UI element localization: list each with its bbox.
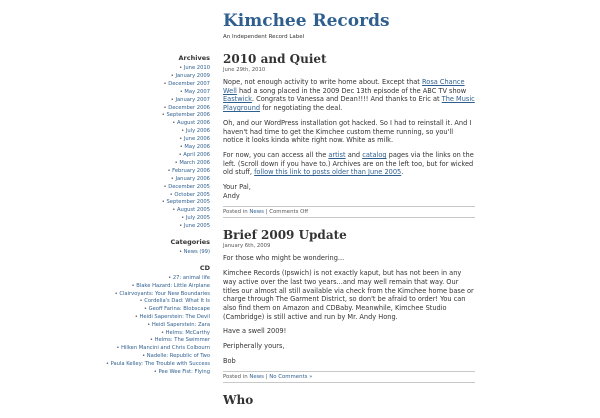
post-title[interactable]: Who (223, 393, 254, 408)
archive-link[interactable]: January 2009 (175, 72, 210, 79)
meta-separator: | (263, 374, 270, 381)
post-paragraph: Bob (223, 356, 236, 365)
archive-link[interactable]: April 2006 (183, 151, 210, 158)
catalog-link[interactable]: catalog (362, 150, 387, 159)
meta-prefix: Posted in (223, 209, 250, 216)
cd-link[interactable]: Pee Wee Fist: Flying (158, 368, 210, 375)
archive-link[interactable]: March 2006 (179, 159, 210, 166)
rosa-chance-well-link[interactable]: Rosa Chance Well (223, 78, 465, 95)
meta-prefix: Posted in (223, 374, 250, 381)
cd-link[interactable]: Geoff Farina: Blobscape (148, 306, 210, 313)
archive-link[interactable]: June 2010 (183, 65, 210, 71)
archive-item[interactable]: • July 2006 (181, 128, 210, 135)
cd-link[interactable]: Helms: McCarthy (165, 329, 210, 336)
cd-item[interactable]: • Helms: McCarthy (160, 329, 210, 336)
cd-item[interactable]: • Clairvoyants: Your New Boundaries (114, 290, 210, 297)
archive-link[interactable]: December 2005 (168, 183, 210, 190)
cd-item[interactable]: • Heidi Saperstein: Zara (147, 321, 210, 328)
post-title[interactable]: Brief 2009 Update (223, 228, 347, 243)
signoff-line: Your Pal, (223, 183, 251, 192)
site-header (223, 10, 390, 40)
cd-item[interactable]: • Cordelia's Dad: What It Is (139, 298, 210, 305)
archive-item[interactable]: • June 2006 (179, 136, 210, 143)
cd-heading: CD (199, 263, 210, 272)
text-span: pages via the links on the left. (Scroll down if you have to.) Archives are on the left too, but for wicked old stuff, (223, 150, 474, 177)
post-paragraph: Peripherally yours, (223, 342, 285, 351)
post-paragraph: Kimchee Records (Ipswich) is not exactly kaput, but has not been in any way active over the last two years...and may well remain that way. Our titles our almost all still available via check from the Kimchee home base or charge through The Garment District, so don't be afraid to order! You can also find them on Amazon and CDBaby. Meanwhile, Kimchee Studio (Cambridge) is still active and run by Mr. Andy Hong. (223, 269, 474, 321)
archive-link[interactable]: August 2006 (176, 120, 210, 127)
archive-link[interactable]: July 2005 (185, 215, 210, 222)
archive-link[interactable]: May 2006 (184, 144, 210, 151)
cd-link[interactable]: 27: animal life (172, 274, 210, 281)
cd-link[interactable]: Heidi Saperstein: Zara (151, 321, 210, 328)
text-span: and (345, 150, 363, 159)
archive-item[interactable]: • September 2005 (161, 199, 210, 206)
archive-link[interactable]: October 2005 (174, 191, 210, 198)
cd-list (96, 275, 210, 376)
category-news-link[interactable]: News (249, 374, 264, 381)
categories-heading: Categories (170, 238, 210, 247)
post-paragraph: Oh, and our WordPress installation got hacked. So I had to reinstall it. And I haven't had time to get the Kimchee custom theme running, so you'll notice it looks kinda white right now. White as milk. (223, 118, 472, 145)
comments-status: Comments Off (269, 209, 309, 216)
archive-item[interactable]: • June 2010 (179, 65, 210, 71)
post (223, 52, 475, 218)
archive-link[interactable]: July 2006 (185, 128, 210, 135)
text-span: . Congrats to Vanessa and Dean!!!! And thanks to Eric at (251, 95, 442, 104)
site-title[interactable]: Kimchee Records (223, 11, 390, 31)
cd-item[interactable]: • Helms: The Swimmer (149, 337, 210, 344)
older-posts-link[interactable]: follow this link to posts older than June 2005 (254, 168, 402, 177)
category-news-link[interactable]: News (249, 209, 264, 216)
post-date: January 6th, 2009 (223, 243, 271, 250)
site-description: An Independent Record Label (223, 34, 305, 40)
archive-item[interactable]: • July 2005 (181, 215, 210, 222)
archive-link[interactable]: June 2005 (183, 223, 210, 230)
archive-link[interactable]: February 2006 (172, 167, 210, 174)
archive-item[interactable]: • March 2006 (174, 159, 210, 166)
archive-link[interactable]: September 2005 (166, 199, 210, 206)
archive-link[interactable]: September 2006 (166, 112, 210, 119)
cd-item[interactable]: • Geoff Farina: Blobscape (143, 306, 210, 313)
category-link[interactable]: News (99) (183, 249, 210, 256)
post-paragraph (223, 78, 475, 113)
cd-item[interactable]: • Hilken Mancini and Chris Colbourn (116, 345, 210, 352)
post (223, 393, 475, 408)
post-meta (223, 206, 475, 218)
archive-item[interactable]: • October 2005 (169, 191, 210, 198)
archive-link[interactable]: January 2006 (175, 175, 210, 182)
post-title[interactable]: 2010 and Quiet (223, 52, 327, 66)
signoff-name: Andy (223, 191, 240, 200)
post-meta (223, 371, 475, 383)
text-span: For now, you can access all the (223, 150, 329, 159)
archive-item[interactable]: • April 2006 (178, 151, 210, 158)
post (223, 228, 475, 383)
post-date: June 29th, 2010 (223, 67, 266, 73)
post-signoff (223, 183, 475, 200)
cd-link[interactable]: Cordelia's Dad: What It Is (144, 298, 210, 305)
text-span: had a song placed in the 2009 Dec 13th episode of the ABC TV show (236, 86, 467, 95)
cd-link[interactable]: Heidi Saperstein: The Devil (139, 313, 210, 320)
cd-item[interactable]: • 27: animal life (168, 274, 210, 281)
archive-item[interactable]: • January 2009 (170, 72, 210, 79)
archive-item[interactable]: • December 2007 (163, 80, 210, 87)
cd-item[interactable]: • Nadelle: Republic of Two (142, 352, 210, 359)
cd-link[interactable]: Helms: The Swimmer (154, 337, 210, 344)
archives-list (96, 65, 210, 231)
artist-link[interactable]: artist (328, 150, 346, 159)
archive-item[interactable]: • September 2006 (161, 112, 210, 119)
cd-link[interactable]: Nadelle: Republic of Two (146, 352, 210, 359)
archive-link[interactable]: June 2006 (183, 136, 210, 143)
post-paragraph: Have a swell 2009! (223, 327, 287, 336)
archive-link[interactable]: December 2006 (168, 104, 210, 111)
archive-item[interactable]: • February 2006 (167, 167, 210, 174)
music-playground-link[interactable]: The Music Playground (223, 95, 475, 113)
archives-heading: Archives (178, 54, 210, 62)
archive-link[interactable]: December 2007 (168, 80, 210, 87)
archive-link[interactable]: May 2007 (184, 88, 210, 95)
category-item[interactable]: • News (99) (178, 249, 210, 256)
archive-link[interactable]: August 2005 (176, 207, 210, 214)
categories-list (96, 249, 210, 257)
cd-item[interactable]: • Paula Kelley: The Trouble with Success (105, 360, 210, 367)
text-span: for negotiating the deal. (260, 104, 343, 113)
comments-link[interactable]: No Comments » (269, 374, 313, 381)
cd-item[interactable]: • Pee Wee Fist: Flying (153, 368, 210, 375)
archive-link[interactable]: January 2007 (175, 96, 210, 103)
archive-item[interactable]: • August 2005 (172, 207, 210, 214)
archive-item[interactable]: • August 2006 (172, 120, 210, 127)
cd-link[interactable]: Paula Kelley: The Trouble with Success (110, 360, 210, 367)
cd-item[interactable]: • Blake Hazard: Little Airplane (131, 282, 210, 289)
sidebar (96, 54, 210, 383)
cd-item[interactable]: • Heidi Saperstein: The Devil (134, 313, 210, 320)
post-paragraph: For those who might be wondering... (223, 254, 345, 263)
cd-link[interactable]: Clairvoyants: Your New Boundaries (119, 290, 210, 297)
text-span: Nope, not enough activity to write home about. Except that (223, 78, 422, 86)
archive-item[interactable]: • January 2006 (170, 175, 210, 182)
meta-separator: | (263, 209, 270, 216)
main-content (223, 52, 475, 418)
cd-link[interactable]: Hilken Mancini and Chris Colbourn (121, 345, 210, 352)
post-paragraph (223, 151, 475, 177)
archive-item[interactable]: • May 2007 (179, 88, 210, 95)
cd-link[interactable]: Blake Hazard: Little Airplane (136, 282, 210, 289)
archive-item[interactable]: • December 2005 (163, 183, 210, 190)
archive-item[interactable]: • January 2007 (170, 96, 210, 103)
archive-item[interactable]: • December 2006 (163, 104, 210, 111)
archive-item[interactable]: • May 2006 (179, 144, 210, 151)
text-span: . (401, 168, 404, 177)
archive-item[interactable]: • June 2005 (179, 223, 210, 230)
eastwick-link[interactable]: Eastwick (223, 95, 252, 104)
